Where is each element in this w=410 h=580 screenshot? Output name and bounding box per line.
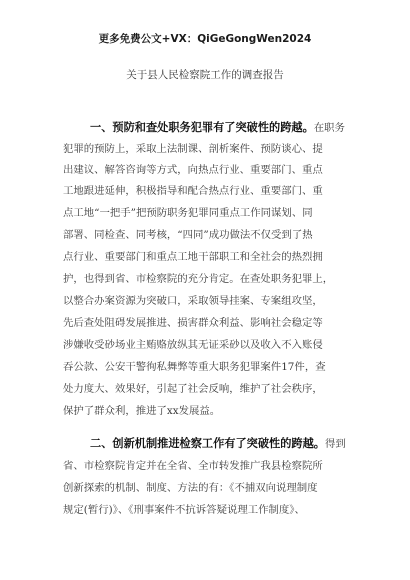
section-1-line: 部署、同检查、同考核，“四同”成功做法不仅受到了热 xyxy=(63,229,313,241)
section-1-line: 犯罪的预防上，采取上法制课、剖析案件、预防谈心、提 xyxy=(63,143,323,155)
section-1-line: 出建议、解答咨询等方式，向热点行业、重要部门、重点 xyxy=(63,164,323,176)
section-1-line: 在职务 xyxy=(313,122,345,134)
section-1-line: 处力度大、效果好，引起了社会反响，维护了社会秩序， xyxy=(63,383,323,395)
section-1-line: 以整合办案资源为突破口，采取领导挂案、专案组攻坚， xyxy=(63,295,323,307)
section-1-line: 护，也得到省、市检察院的充分肯定。在查处职务犯罪上， xyxy=(63,273,334,285)
section-2-line: 省、市检察院肯定并在全省、全市转发推广我县检察院所 xyxy=(63,460,323,472)
document-title: 关于县人民检察院工作的调查报告 xyxy=(126,69,284,81)
section-1-first-line xyxy=(90,121,345,135)
watermark-line: 更多免费公文+VX：QiGeGongWen2024 xyxy=(98,33,312,45)
section-1-line: 点行业、重要部门和重点工地干部职工和全社会的热烈拥 xyxy=(63,251,323,263)
section-1-line: 先后查处阻碍发展推进、损害群众利益、影响社会稳定等 xyxy=(63,317,323,329)
section-2-line: 创新探索的机制、制度、方法的有：《不捕双向说理制度 xyxy=(63,482,318,494)
section-2-line: 得到 xyxy=(324,438,346,450)
section-1-line: 涉嫌收受砂场业主贿赂放纵其无证采砂以及收入不入账侵 xyxy=(63,339,323,351)
section-1-line: 工地跟进延伸，积极指导和配合热点行业、重要部门、重 xyxy=(63,185,323,197)
section-1-heading: 一、预防和查处职务犯罪有了突破性的跨越。 xyxy=(90,121,314,134)
section-2-first-line xyxy=(90,437,346,451)
section-1-line: 点工地“一把手”把预防职务犯罪同重点工作同谋划、同 xyxy=(63,207,313,219)
section-1-line: 保护了群众利，推进了xx发展益。 xyxy=(63,405,221,417)
section-2-line: 规定(暂行)》、《刑事案件不抗诉答疑说理工作制度》、 xyxy=(63,504,305,516)
section-1-line: 吞公款、公安干警徇私舞弊等重大职务犯罪案件17件，查 xyxy=(63,361,326,373)
section-2-heading: 二、创新机制推进检察工作有了突破性的跨越。 xyxy=(90,437,325,450)
